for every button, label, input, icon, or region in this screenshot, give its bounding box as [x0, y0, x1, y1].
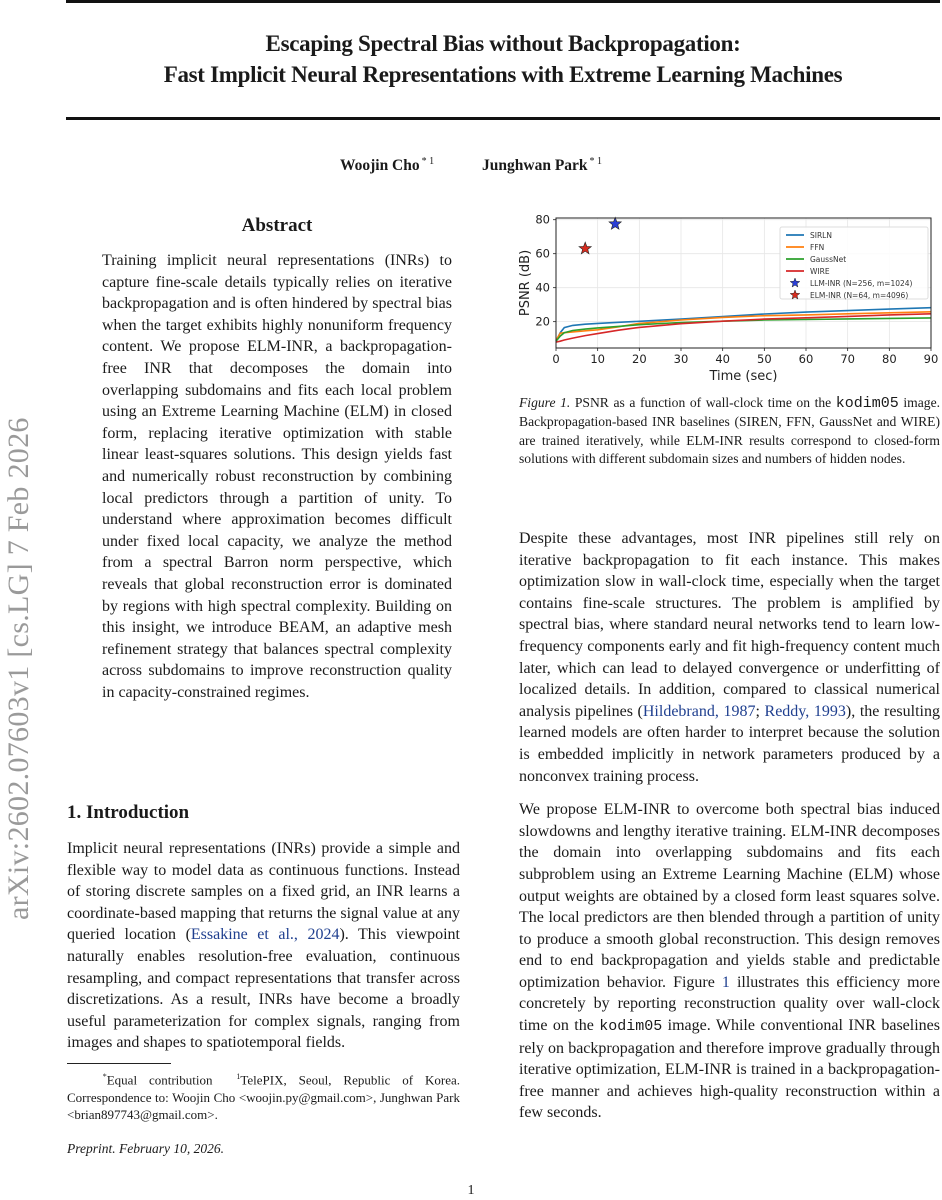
affiliation-mark: 1	[236, 1072, 241, 1081]
figure-1-caption	[519, 394, 940, 468]
abstract-text: Training implicit neural representations (INRs) to capture fine-scale details typically relies on iterative backpropagation and is often hindered by spectral bias when the target exhibits highly nonuniform frequency content. We propose ELM-INR, a backpropagation-free INR that decomposes the domain into overlapping subdomains and fits each local problem using an Extreme Learning Machine (ELM) in closed form, replacing iterative optimization with stable linear least-squares solutions. This design yields fast and numerically robust reconstruction by combining local predictors through a partition of unity. To understand where approximation becomes difficult under fixed local capacity, we analyze the method from a spectral Barron norm perspective, which reveals that global reconstruction error is dominated by regions with high spectral complexity. Building on this insight, we introduce BEAM, an adaptive mesh refinement strategy that balances spectral complexity across subdomains to improve reconstruction quality in capacity-constrained regimes.	[102, 252, 452, 701]
legend-label: FFN	[810, 243, 825, 252]
intro-paragraph-3	[519, 799, 940, 1124]
text-span: Despite these advantages, most INR pipelines still rely on iterative backpropagation to fit each instance. This makes optimization slow in wall-clock time, especially when the target contains fine-scale structures. The problem is amplified by spectral bias, where standard neural networks tend to learn low-frequency components early and fit high-frequency content much later, which can lead to delayed convergence or underfitting of localized details. In addition, compared to classical numerical analysis pipelines (	[519, 530, 940, 720]
text-span: We propose ELM-INR to overcome both spectral bias induced slowdowns and lengthy iterative training. ELM-INR decomposes the domain into overlapping subdomains and fits each subproblem using an Extreme Learning Machine (ELM) whose output weights are obtained by a closed form least squares solve. The local predictors are then blended through a partition of unity to produce a smooth global reconstruction. This design removes end to end backpropagation and yields stable and predictable optimization behavior. Figure	[519, 801, 940, 991]
title-line-1: Escaping Spectral Bias without Backpropagation:	[265, 31, 741, 56]
citation-link-reddy[interactable]: Reddy, 1993	[764, 702, 846, 720]
paper-title	[66, 28, 940, 90]
legend-label: SIRLN	[810, 231, 832, 240]
intro-paragraph-1	[67, 838, 460, 1054]
author-1	[340, 156, 434, 175]
legend-label: WIRE	[810, 267, 830, 276]
footnote-affiliation: TelePIX, Seoul, Republic of Korea. Correspondence to: Woojin Cho <woojin.py@gmail.com>, Junghwan Park <brian897743@gmail.com>.	[67, 1072, 461, 1123]
x-tick-label: 60	[798, 352, 814, 366]
x-axis-label: Time (sec)	[709, 369, 778, 384]
y-tick-label: 20	[535, 314, 550, 329]
arxiv-stamp: arXiv:2602.07603v1 [cs.LG] 7 Feb 2026	[2, 417, 35, 920]
x-tick-label: 50	[757, 352, 772, 366]
page-number: 1	[467, 1183, 475, 1198]
section-heading: 1. Introduction	[67, 802, 190, 823]
text-span: image. Backpropagation-based INR baselines (SIREN, FFN, GaussNet and WIRE) are trained iteratively, while ELM-INR results correspond to closed-form solutions with different subdomain sizes and numbers of hidden nodes.	[519, 395, 941, 466]
text-span: PSNR as a function of wall-clock time on the	[570, 395, 836, 410]
author-marks: * 1	[589, 156, 603, 167]
footnote-equal-contribution: Equal contribution	[106, 1072, 213, 1088]
intro-section	[67, 802, 460, 1054]
legend-label: LLM-INR (N=256, m=1024)	[810, 279, 913, 288]
x-tick-label: 40	[715, 352, 730, 366]
code-span: kodim05	[835, 395, 899, 412]
legend-label: GaussNet	[810, 255, 847, 264]
x-tick-label: 80	[882, 352, 897, 366]
x-tick-label: 10	[590, 352, 605, 366]
author-name: Junghwan Park	[482, 157, 588, 174]
legend-box	[780, 227, 928, 299]
figure-1-chart	[500, 205, 942, 390]
author-marks: * 1	[421, 156, 435, 167]
y-tick-label: 60	[535, 246, 550, 261]
author-list	[0, 156, 942, 175]
text-span: ), the resulting learned models are often harder to interpret because the solution is embedded implicitly in network parameters produced by a nonconvex training process.	[519, 702, 940, 785]
y-axis-label: PSNR (dB)	[518, 249, 533, 317]
text-span: illustrates this efficiency more concretely by reporting reconstruction quality over wall-clock time on the	[519, 973, 940, 1035]
legend-label: ELM-INR (N=64, m=4096)	[810, 291, 909, 300]
y-tick-label: 40	[535, 280, 550, 295]
abstract-heading: Abstract	[241, 215, 313, 236]
text-span: Implicit neural representations (INRs) provide a simple and flexible way to model data as continuous functions. Instead of storing discrete samples on a fixed grid, an INR learns a coordinate-based mapping that returns the signal value at any queried location (	[67, 840, 460, 944]
title-bottom-rule	[66, 117, 940, 120]
x-tick-label: 30	[673, 352, 689, 366]
x-tick-label: 0	[552, 352, 560, 366]
intro-paragraph-2	[519, 528, 940, 787]
figure-label: Figure 1.	[519, 395, 571, 410]
title-top-rule	[66, 0, 940, 3]
x-tick-label: 90	[923, 352, 939, 366]
intro-continued	[519, 528, 940, 1124]
title-line-2: Fast Implicit Neural Representations with Extreme Learning Machines	[163, 62, 843, 87]
figure-ref-link[interactable]: 1	[721, 973, 730, 991]
x-tick-label: 20	[632, 352, 647, 366]
footnote	[67, 1068, 460, 1124]
x-tick-label: 70	[840, 352, 855, 366]
text-span: ;	[755, 702, 765, 720]
text-span: ). This viewpoint naturally enables resolution-free evaluation, continuous resampling, and compact representations that transfer across discretizations. As a result, INRs have become a broadly useful parameterization for complex signals, ranging from images and shapes to spatiotemporal fields.	[67, 926, 461, 1052]
psnr-time-plot	[500, 205, 942, 390]
author-2	[482, 156, 602, 175]
footnote-mark: *	[102, 1072, 107, 1081]
preprint-date: Preprint. February 10, 2026.	[67, 1141, 224, 1156]
footnote-rule	[67, 1063, 171, 1064]
code-span: kodim05	[599, 1018, 663, 1036]
citation-link-essakine[interactable]: Essakine et al., 2024	[190, 926, 340, 944]
citation-link-hildebrand[interactable]: Hildebrand, 1987	[642, 702, 756, 720]
elm-inr-star-marker	[579, 242, 591, 254]
y-tick-label: 80	[535, 212, 550, 227]
elm-inr-star-marker	[609, 217, 621, 229]
text-span: image. While conventional INR baselines rely on backpropagation and therefore improve gradually through iterative optimization, ELM-INR is trained in a backpropagation-free manner and achieves high-quality reconstruction within a few seconds.	[519, 1017, 940, 1122]
author-name: Woojin Cho	[339, 157, 420, 174]
